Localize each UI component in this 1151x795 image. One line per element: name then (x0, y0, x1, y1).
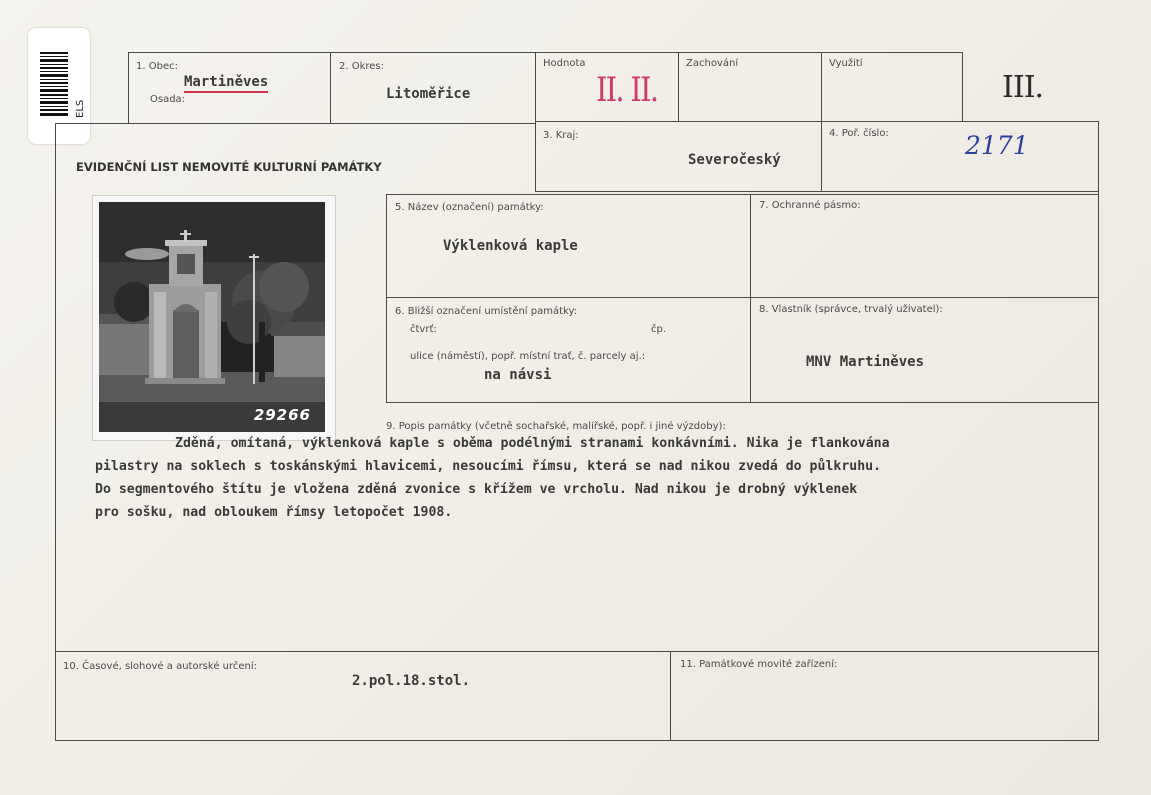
ctvrt-label: čtvrť: (410, 324, 437, 335)
popis-line: pro sošku, nad obloukem římsy letopočet 1908. (95, 505, 453, 520)
popis-label: 9. Popis památky (včetně sochařské, malířské, popř. i jiné výzdoby): (386, 421, 726, 432)
vyuziti-label: Využití (829, 58, 863, 69)
popis-line: Zděná, omítaná, výklenková kaple s oběma podélnými stranami konkávními. Nika je flankována (175, 436, 890, 451)
kraj-label: 3. Kraj: (543, 130, 579, 141)
hodnota-label: Hodnota (543, 58, 586, 69)
casove-label: 10. Časové, slohové a autorské určení: (63, 661, 258, 672)
hodnota-value: II. II. (596, 70, 658, 110)
por-cislo-value: 2171 (965, 131, 1029, 160)
barcode-icon (40, 52, 68, 116)
chapel-photo (99, 202, 325, 432)
photo-frame (92, 195, 336, 441)
barcode-sticker (28, 28, 90, 144)
vlastnik-value: MNV Martiněves (806, 354, 925, 370)
obec-label: 1. Obec: (136, 61, 178, 72)
obec-value: Martiněves (184, 74, 268, 93)
vlastnik-label: 8. Vlastník (správce, trvalý uživatel): (759, 304, 943, 315)
ulice-label: ulice (náměstí), popř. místní trať, č. parcely aj.: (410, 351, 646, 362)
umisteni-value: na návsi (484, 367, 552, 383)
nazev-label: 5. Název (označení) památky: (395, 202, 544, 213)
kraj-value: Severočeský (688, 152, 781, 168)
ochranne-pasmo-label: 7. Ochranné pásmo: (759, 200, 861, 211)
popis-text (95, 432, 1085, 524)
chapel-photo-image (99, 202, 325, 432)
zarizeni-label: 11. Památkové movité zařízení: (680, 659, 838, 670)
form-title: EVIDENČNÍ LIST NEMOVITÉ KULTURNÍ PAMÁTKY (76, 160, 382, 174)
barcode-label: ELS (75, 99, 86, 118)
vyuziti-value: III. (1002, 70, 1044, 105)
por-cislo-label: 4. Poř. číslo: (829, 128, 889, 139)
okres-value: Litoměřice (386, 86, 471, 102)
popis-line: Do segmentového štítu je vložena zděná zvonice s křížem ve vrcholu. Nad nikou je drobný výklenek (95, 482, 858, 497)
cp-label: čp. (651, 324, 667, 335)
photo-number: 29266 (253, 406, 311, 424)
nazev-value: Výklenková kaple (443, 238, 578, 254)
osada-label: Osada: (150, 94, 186, 105)
popis-line: pilastry na soklech s toskánskými hlavicemi, nesoucími římsu, která se nad nikou zvedá do půlkruhu. (95, 459, 882, 474)
umisteni-label: 6. Bližší označení umístění památky: (395, 306, 578, 317)
zachovani-label: Zachování (686, 58, 739, 69)
casove-value: 2.pol.18.stol. (352, 673, 471, 689)
okres-label: 2. Okres: (339, 61, 385, 72)
